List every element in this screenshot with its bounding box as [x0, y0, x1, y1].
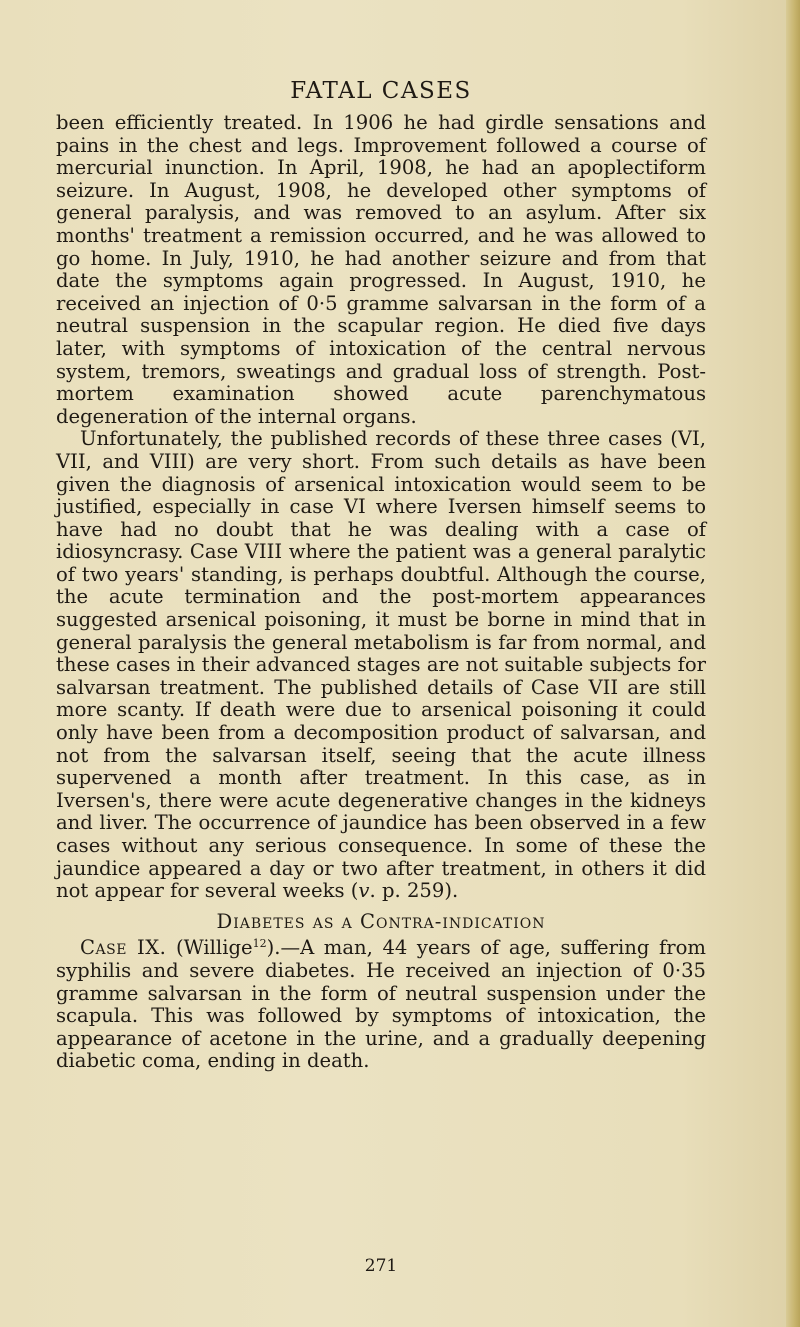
section-heading: Diabetes as a Contra-indication — [216, 909, 546, 933]
case-description: ).—A man, 44 years of age, suffering from syphilis and severe diabetes. He received an injection of 0·35 gramme salvarsan in the form of neutral suspension under the scapula. This was followed by symptoms of intoxication, the appearance of acetone in the urine, and a gradually deepening diabetic coma, ending in death. — [56, 936, 706, 1073]
discussion-text: Unfortunately, the published records of these three cases (VI, VII, and VIII) are very short. From such details as have been given the diagnosis of arsenical intoxication would seem to be justified, especially in case VI where Iversen himself seems to have had no doubt that he was dealing with a case of idiosyncrasy. Case VIII where the patient was a general paralytic of two years' standing, is perhaps doubtful. Although the course, the acute termination and the post-mortem appearances suggested arsenical poisoning, it must be borne in mind that in general paralysis the general metabolism is far from normal, and these cases in their advanced stages are not suitable subjects for salvarsan treatment. The published details of Case VII are still more scanty. If death were due to arsenical poisoning it could only have been from a decomposition product of salvarsan, and not from the salvarsan itself, seeing that the acute illness supervened a month after treatment. In this case, as in Iversen's, there were acute degenerative changes in the kidneys and liver. The occurrence of jaundice has been observed in a few cases without any serious consequence. In some of these the jaundice appeared a day or two after treatment, in others it did not appear for several weeks ( — [56, 427, 706, 903]
paragraph-case-ix — [56, 937, 706, 1073]
body-text — [56, 112, 706, 1073]
case-label: Case IX. — [80, 936, 167, 960]
vide-abbreviation: v — [358, 879, 370, 903]
page-number: 271 — [364, 1256, 398, 1276]
paragraph-discussion — [56, 428, 706, 902]
discussion-page-reference: . p. 259). — [369, 879, 459, 903]
case-reference-author: (Willige — [175, 936, 253, 960]
footnote-reference: 12 — [252, 937, 267, 951]
page-edge — [786, 0, 800, 1327]
paragraph-case-viii-history: been efficiently treated. In 1906 he had girdle sensations and pains in the chest and legs. Improvement followed a course of mercurial inunction. In April, 1908, he had an apoplectiform seizure. In August, 1908, he developed other symptoms of general paralysis, and was removed to an asylum. After six months' treatment a remission occurred, and he was allowed to go home. In July, 1910, he had another seizure and from that date the symptoms again progressed. In August, 1910, he received an injection of 0·5 gramme salvarsan in the form of a neutral suspension in the scapular region. He died five days later, with symptoms of intoxication of the central nervous system, tremors, sweatings and gradual loss of strength. Post-mortem examination showed acute parenchymatous degeneration of the internal organs. — [56, 111, 706, 428]
running-head: FATAL CASES — [290, 78, 472, 104]
